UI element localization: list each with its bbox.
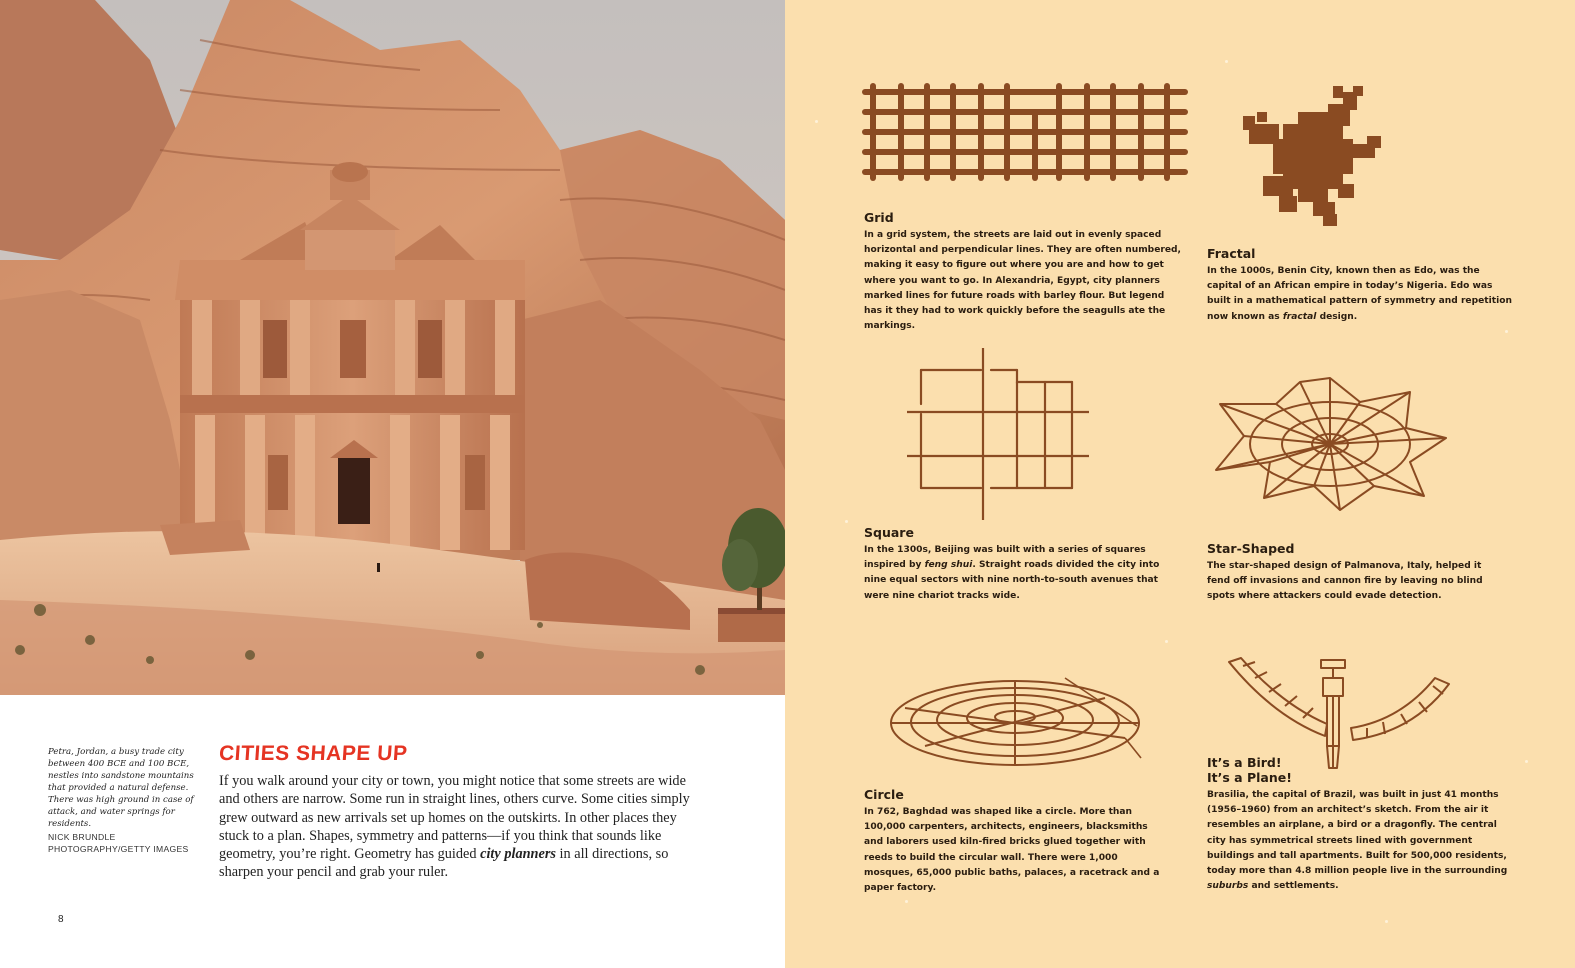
body-part-2: in all directions, so sharpen your pencil and grab your ruler. bbox=[219, 846, 669, 881]
page-number: 8 bbox=[58, 914, 64, 925]
bird-term: suburbs bbox=[1207, 881, 1249, 892]
right-page bbox=[785, 0, 1575, 968]
fractal-block bbox=[1207, 246, 1512, 325]
grid-title: Grid bbox=[864, 210, 894, 225]
square-text-1: In the 1300s, Beijing was built with a series of squares inspired by bbox=[864, 545, 1146, 571]
bird-title-line-1: It’s a Bird! bbox=[1207, 755, 1282, 770]
paper-speck bbox=[1505, 330, 1508, 333]
paper-speck bbox=[1225, 60, 1228, 63]
paper-speck bbox=[1525, 760, 1528, 763]
square-plan-icon bbox=[907, 348, 1089, 520]
left-page bbox=[0, 0, 785, 968]
fractal-term: fractal bbox=[1282, 311, 1317, 322]
bird-text bbox=[1207, 788, 1512, 894]
square-text bbox=[864, 543, 1169, 604]
body-term: city planners bbox=[480, 846, 556, 863]
square-text-2: . Straight roads divided the city into nine equal sectors with nine north-to-south avenues that were nine chariot tracks wide. bbox=[864, 560, 1160, 601]
section-title: CITIES SHAPE UP bbox=[218, 742, 409, 765]
body-paragraph bbox=[219, 772, 709, 882]
star-plan-icon bbox=[1210, 374, 1450, 514]
star-text: The star-shaped design of Palmanova, Italy, helped it fend off invasions and cannon fire by leaving no blind spots where attackers could evade detection. bbox=[1207, 561, 1483, 602]
square-title: Square bbox=[864, 525, 914, 540]
body-part-1: If you walk around your city or town, you might notice that some streets are wide and others are narrow. Some run in straight lines, others curve. Some cities simply grew outward as new arrivals set up homes on the outskirts. In other places they stuck to a plan. Shapes, symmetry and patterns—if you think that sounds like geometry, you’re right. Geometry has guided bbox=[219, 773, 690, 863]
small-building bbox=[718, 612, 785, 642]
person bbox=[377, 563, 380, 572]
square-term: feng shui bbox=[924, 560, 973, 571]
bird-title bbox=[1207, 755, 1512, 785]
caption-text: Petra, Jordan, a busy trade city between 400 BCE and 100 BCE, nestles into sandstone mountains that provided a natural defense. There was high ground in case of attack, and water springs for residents. bbox=[48, 747, 194, 829]
bird-text-1: Brasilia, the capital of Brazil, was built in just 41 months (1956–1960) from an architect’s sketch. From the air it resembles an airplane, a bird or a dragonfly. The central city has symmetrical streets lined with government buildings and tall apartments. Built for 500,000 residents, today more than 4.8 million people live in the surrounding bbox=[1207, 790, 1508, 877]
paper-speck bbox=[815, 120, 818, 123]
circle-title: Circle bbox=[864, 787, 904, 802]
photo-caption bbox=[48, 746, 200, 855]
circle-plan-icon bbox=[885, 668, 1145, 778]
bird-block bbox=[1207, 755, 1512, 894]
petra-monastery-illustration bbox=[0, 0, 785, 695]
fractal-text bbox=[1207, 264, 1512, 325]
paper-speck bbox=[1385, 920, 1388, 923]
petra-photo bbox=[0, 0, 785, 695]
fractal-pattern-icon bbox=[1243, 84, 1383, 229]
doorway bbox=[338, 458, 370, 524]
grid-text: In a grid system, the streets are laid out in evenly spaced horizontal and perpendicular lines. They are often numbered, making it easy to figure out where you are and how to get where you want to go. In Alexandria, Egypt, city planners marked lines for future roads with barley flour. But legend has it they had to work quickly before the seagulls ate the markings. bbox=[864, 230, 1181, 332]
fractal-text-1: In the 1000s, Benin City, known then as Edo, was the capital of an African empire in today’s Nigeria. Edo was built in a mathematical pattern of symmetry and repetition now known as bbox=[1207, 266, 1512, 322]
circle-block bbox=[864, 787, 1169, 896]
bird-text-2: and settlements. bbox=[1248, 881, 1339, 892]
paper-speck bbox=[1165, 640, 1168, 643]
photo-credit: NICK BRUNDLE PHOTOGRAPHY/GETTY IMAGES bbox=[48, 832, 189, 854]
square-block bbox=[864, 525, 1169, 604]
fractal-text-2: design. bbox=[1316, 311, 1358, 322]
circle-text: In 762, Baghdad was shaped like a circle. More than 100,000 carpenters, architects, engineers, blacksmiths and laborers used kiln-fired bricks glued together with reeds to build the circular wall. There were 1,000 mosques, 65,000 public baths, palaces, a racetrack and a paper factory. bbox=[864, 807, 1160, 894]
star-block bbox=[1207, 541, 1507, 605]
grid-block bbox=[864, 210, 1184, 334]
fractal-title: Fractal bbox=[1207, 246, 1256, 261]
grid-pattern-icon bbox=[861, 82, 1191, 182]
star-title: Star-Shaped bbox=[1207, 541, 1295, 556]
paper-speck bbox=[905, 900, 908, 903]
paper-speck bbox=[845, 520, 848, 523]
bird-title-line-2: It’s a Plane! bbox=[1207, 770, 1292, 785]
